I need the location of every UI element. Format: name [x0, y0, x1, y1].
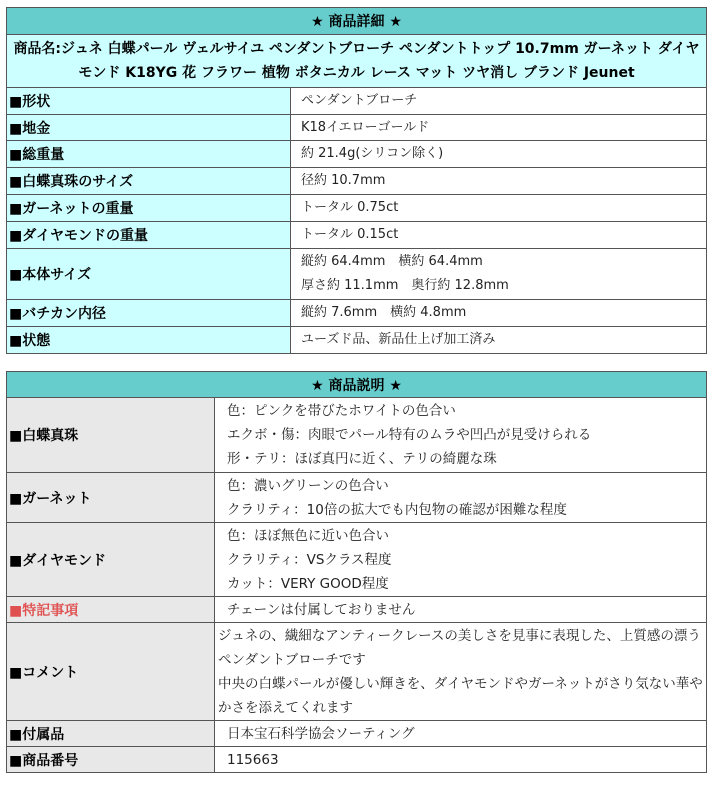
desc-value-diamond: 色：ほぼ無色に近い色合い クラリティ：VSクラス程度 カット：VERY GOOD程度: [215, 523, 707, 597]
detail-value-garnet-weight: トータル 0.75ct: [291, 195, 707, 222]
details-heading: ★ 商品詳細 ★: [7, 8, 707, 35]
detail-label-pearl-size: ■白蝶真珠のサイズ: [7, 168, 291, 195]
detail-value-pearl-size: 径約 10.7mm: [291, 168, 707, 195]
desc-value-accessories: 日本宝石科学協会ソーティング: [215, 721, 707, 747]
desc-label-garnet: ■ガーネット: [7, 473, 215, 523]
detail-label-condition: ■状態: [7, 327, 291, 354]
detail-label-metal: ■地金: [7, 115, 291, 141]
detail-value-condition: ユーズド品、新品仕上げ加工済み: [291, 327, 707, 354]
desc-value-garnet: 色：濃いグリーンの色合い クラリティ：10倍の拡大でも内包物の確認が困難な程度: [215, 473, 707, 523]
detail-value-body-size: 縦約 64.4mm 横約 64.4mm 厚さ約 11.1mm 奥行約 12.8mm: [291, 249, 707, 300]
desc-value-comment: ジュネの、繊細なアンティークレースの美しさを見事に表現した、上質感の漂うペンダントブローチです 中央の白蝶パールが優しい輝きを、ダイヤモンドやガーネットがさり気ない華やかさを添えてくれます: [215, 623, 707, 721]
desc-label-diamond: ■ダイヤモンド: [7, 523, 215, 597]
detail-label-diamond-weight: ■ダイヤモンドの重量: [7, 222, 291, 249]
desc-value-special-notes: チェーンは付属しておりません: [215, 597, 707, 623]
detail-label-shape: ■形状: [7, 88, 291, 115]
product-name: 商品名:ジュネ 白蝶パール ヴェルサイユ ペンダントブローチ ペンダントトップ 10.7mm ガーネット ダイヤモンド K18YG 花 フラワー 植物 ボタニカル レース マット ツヤ消し ブランド Jeunet: [7, 35, 707, 88]
detail-value-bail: 縦約 7.6mm 横約 4.8mm: [291, 300, 707, 327]
desc-label-comment: ■コメント: [7, 623, 215, 721]
description-heading: ★ 商品説明 ★: [7, 372, 707, 398]
description-table: [6, 371, 707, 773]
desc-label-item-number: ■商品番号: [7, 747, 215, 773]
desc-label-pearl: ■白蝶真珠: [7, 398, 215, 473]
detail-value-diamond-weight: トータル 0.15ct: [291, 222, 707, 249]
desc-value-pearl: 色：ピンクを帯びたホワイトの色合い エクボ・傷：肉眼でパール特有のムラや凹凸が見受けられる 形・テリ：ほぼ真円に近く、テリの綺麗な珠: [215, 398, 707, 473]
desc-label-special-notes: ■特記事項: [7, 597, 215, 623]
detail-label-body-size: ■本体サイズ: [7, 249, 291, 300]
detail-value-total-weight: 約 21.4g(シリコン除く): [291, 141, 707, 168]
detail-label-total-weight: ■総重量: [7, 141, 291, 168]
desc-label-accessories: ■付属品: [7, 721, 215, 747]
details-table: [6, 7, 707, 354]
detail-label-bail: ■バチカン内径: [7, 300, 291, 327]
detail-value-shape: ペンダントブローチ: [291, 88, 707, 115]
desc-value-item-number: 115663: [215, 747, 707, 773]
detail-label-garnet-weight: ■ガーネットの重量: [7, 195, 291, 222]
detail-value-metal: K18イエローゴールド: [291, 115, 707, 141]
